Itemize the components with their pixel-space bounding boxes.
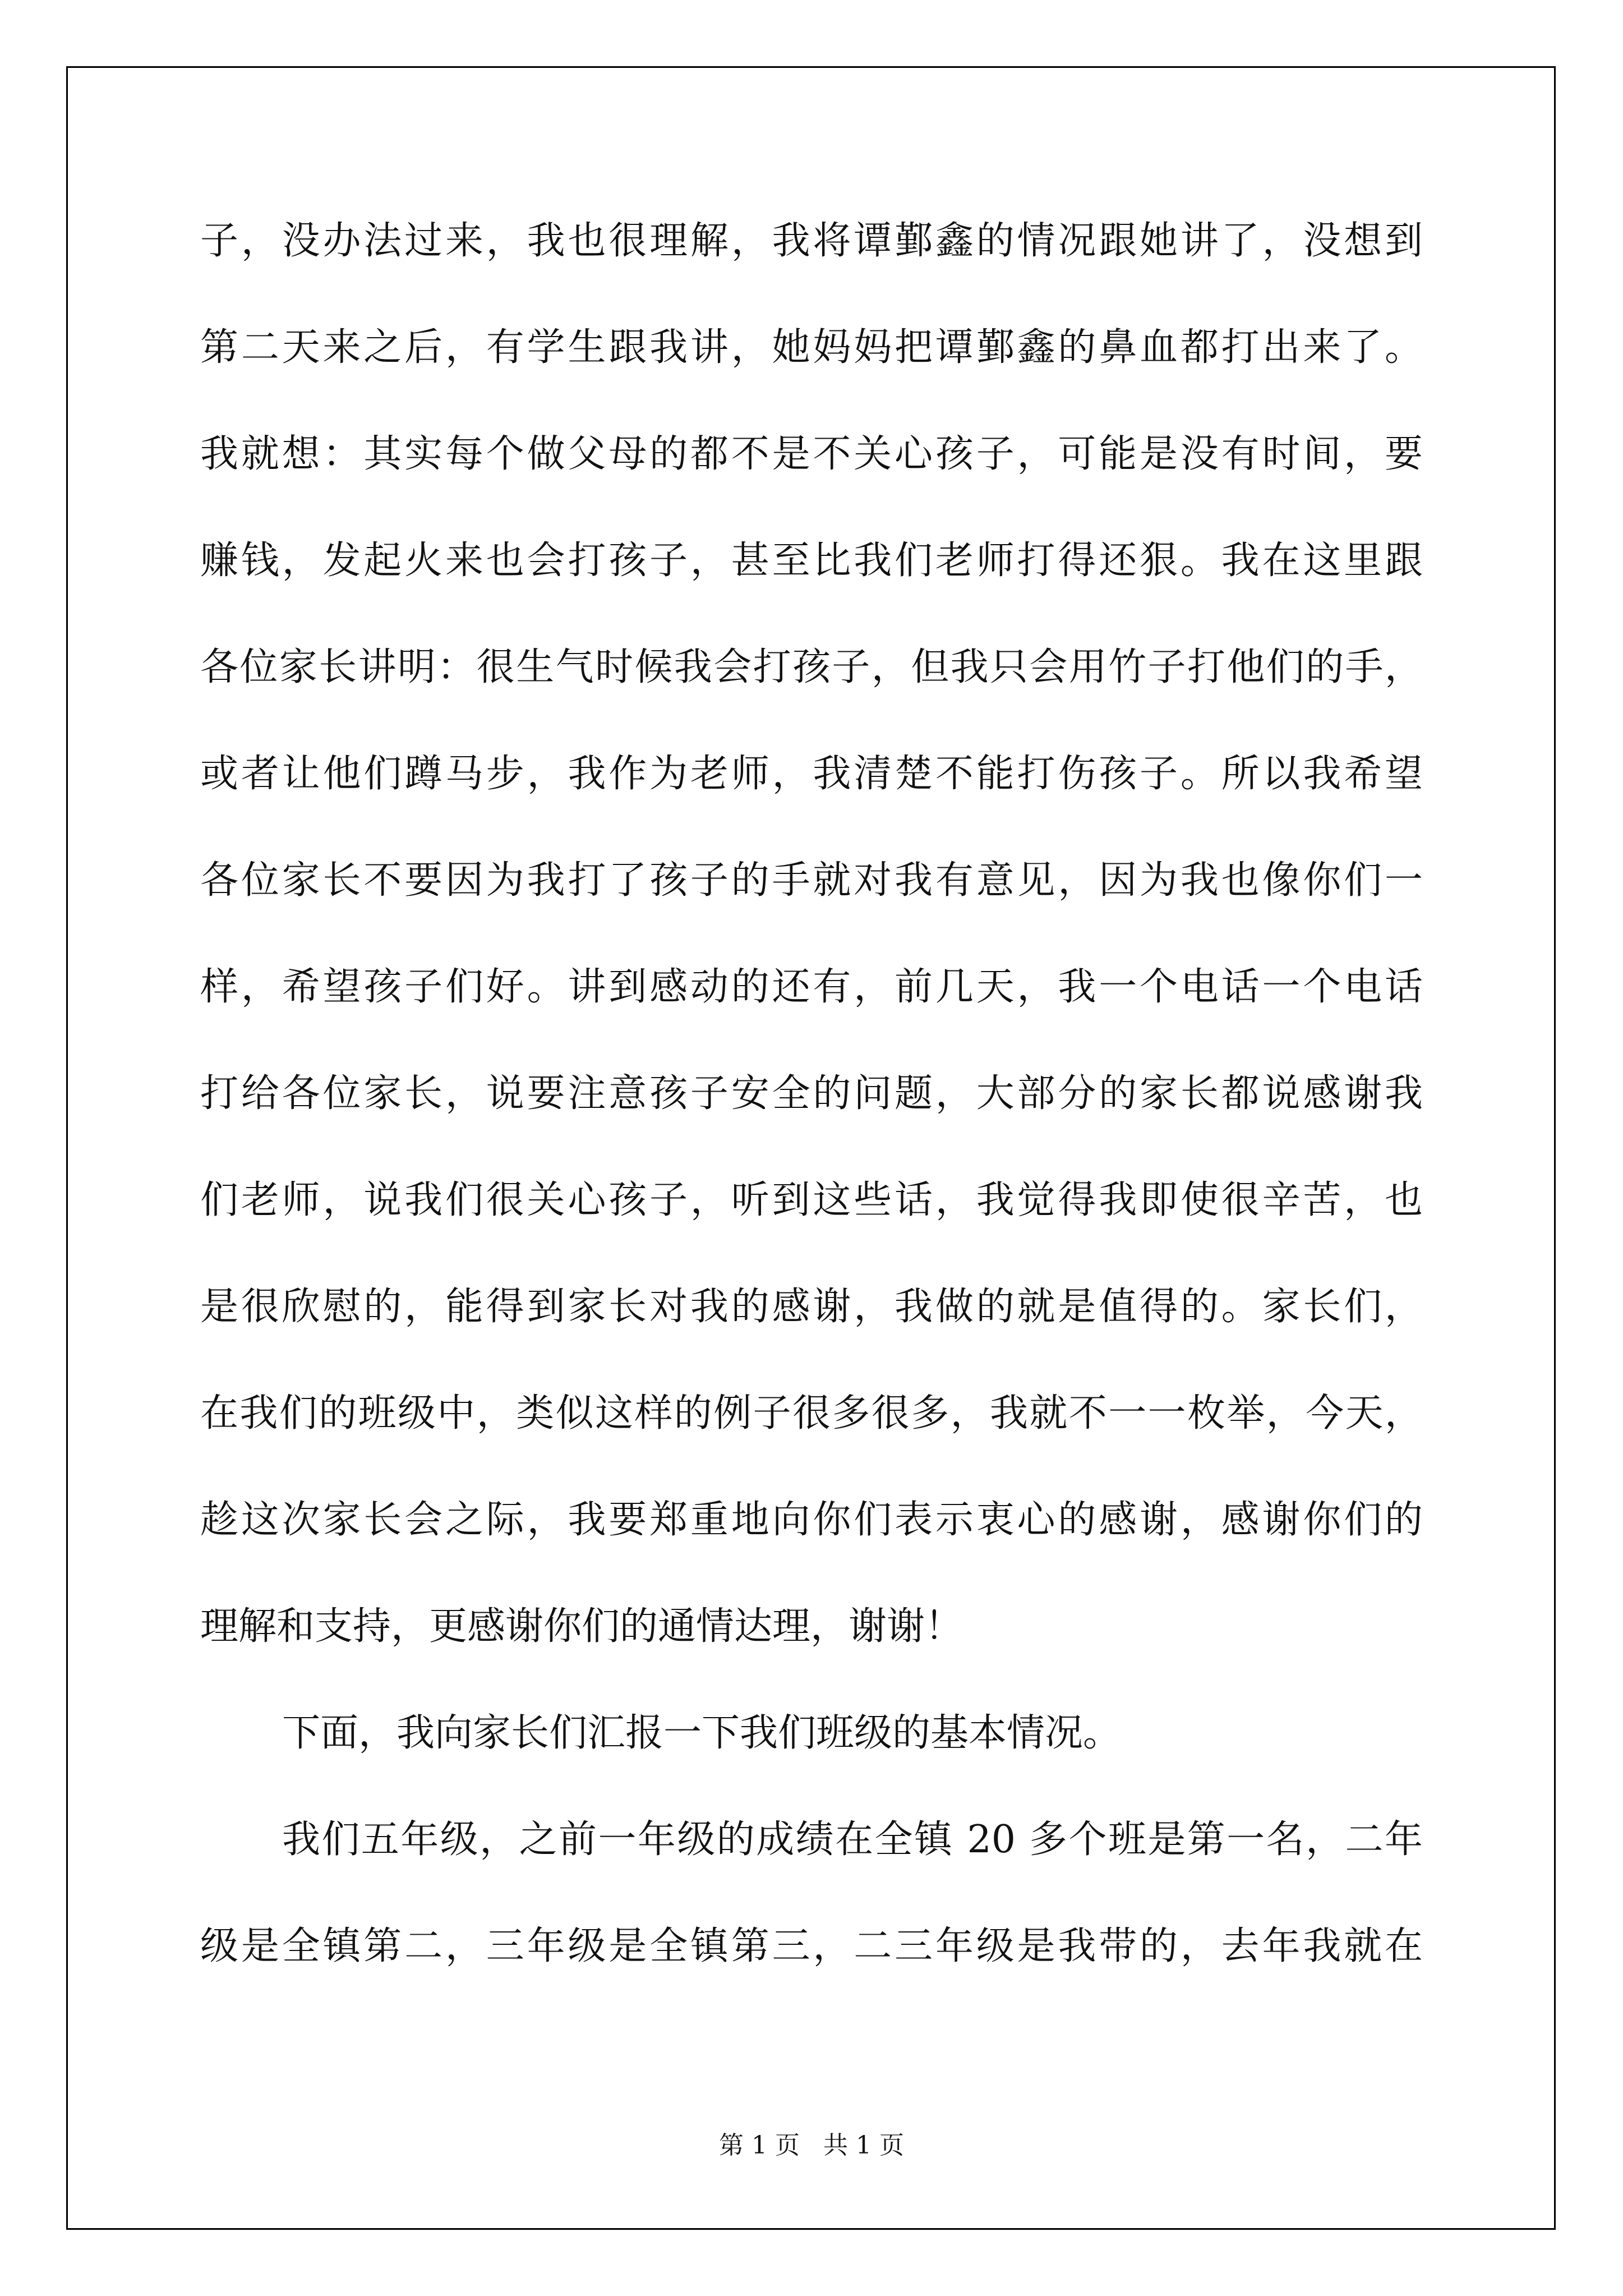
text-line-paragraph-start: 我们五年级，之前一年级的成绩在全镇 20 多个班是第一名，二年	[282, 1818, 1423, 1862]
text-line: 是很欣慰的，能得到家长对我的感谢，我做的就是值得的。家长们，	[200, 1285, 1423, 1329]
document-body	[200, 213, 1423, 2025]
text-line: 打给各位家长，说要注意孩子安全的问题，大部分的家长都说感谢我	[200, 1071, 1423, 1116]
text-line: 各位家长不要因为我打了孩子的手就对我有意见，因为我也像你们一	[200, 858, 1423, 903]
text-line: 赚钱，发起火来也会打孩子，甚至比我们老师打得还狠。我在这里跟	[200, 539, 1423, 583]
text-line: 在我们的班级中，类似这样的例子很多很多，我就不一一枚举，今天，	[200, 1391, 1423, 1435]
text-line: 们老师，说我们很关心孩子，听到这些话，我觉得我即使很辛苦，也	[200, 1178, 1423, 1222]
text-line: 样，希望孩子们好。讲到感动的还有，前几天，我一个电话一个电话	[200, 965, 1423, 1009]
text-line: 各位家长讲明：很生气时候我会打孩子，但我只会用竹子打他们的手，	[200, 645, 1423, 689]
text-line: 理解和支持，更感谢你们的通情达理，谢谢！	[200, 1604, 963, 1649]
text-line: 第二天来之后，有学生跟我讲，她妈妈把谭鄞鑫的鼻血都打出来了。	[200, 325, 1423, 370]
text-line: 级是全镇第二，三年级是全镇第三，二三年级是我带的，去年我就在	[200, 1924, 1423, 1968]
text-line: 子，没办法过来，我也很理解，我将谭鄞鑫的情况跟她讲了，没想到	[200, 219, 1423, 263]
text-line: 我就想：其实每个做父母的都不是不关心孩子，可能是没有时间，要	[200, 432, 1423, 476]
text-line: 或者让他们蹲马步，我作为老师，我清楚不能打伤孩子。所以我希望	[200, 752, 1423, 796]
page-number-footer: 第 1 页 共 1 页	[719, 2131, 904, 2160]
text-line-paragraph-start: 下面，我向家长们汇报一下我们班级的基本情况。	[282, 1711, 1122, 1755]
text-line: 趁这次家长会之际，我要郑重地向你们表示衷心的感谢，感谢你们的	[200, 1498, 1423, 1542]
